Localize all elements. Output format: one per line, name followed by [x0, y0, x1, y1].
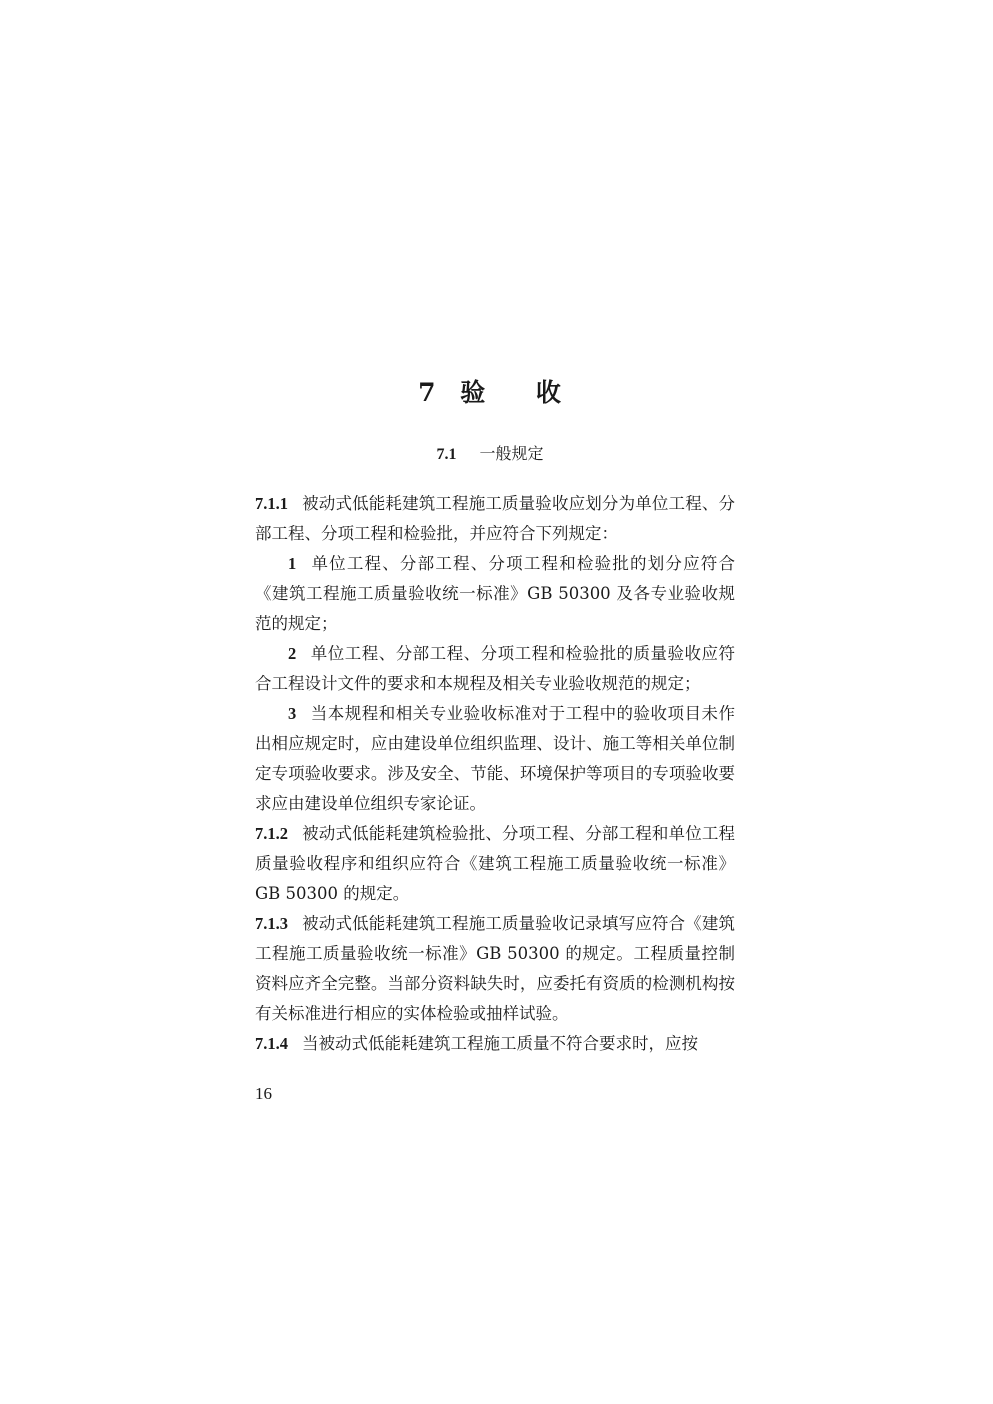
item-text: 当本规程和相关专业验收标准对于工程中的验收项目未作出相应规定时，应由建设单位组织监理、设计、施工等相关单位制定专项验收要求。涉及安全、节能、环境保护等项目的专项验收要求应由建设单位组织专家论证。: [255, 704, 735, 813]
chapter-number: 7: [418, 378, 437, 407]
chapter-title-part2: 收: [535, 378, 562, 407]
body-text: [255, 489, 735, 1059]
section-title: [0, 441, 980, 464]
clause-text: 被动式低能耗建筑工程施工质量验收应划分为单位工程、分部工程、分项工程和检验批，并应符合下列规定：: [255, 494, 735, 543]
item-paragraph: [255, 639, 735, 699]
item-number: 1: [288, 554, 297, 573]
section-title-text: 一般规定: [479, 444, 544, 463]
item-paragraph: [255, 699, 735, 819]
chapter-title-part1: 验: [460, 378, 487, 407]
item-paragraph: [255, 549, 735, 639]
clause-number: 7.1.3: [255, 914, 288, 933]
item-number: 3: [288, 704, 297, 723]
chapter-title: [0, 373, 980, 409]
clause-text: 被动式低能耗建筑工程施工质量验收记录填写应符合《建筑工程施工质量验收统一标准》GB 50300 的规定。工程质量控制资料应齐全完整。当部分资料缺失时，应委托有资质的检测机构按有关标准进行相应的实体检验或抽样试验。: [255, 914, 735, 1023]
clause-number: 7.1.2: [255, 824, 288, 843]
item-number: 2: [288, 644, 297, 663]
clause-paragraph: [255, 1029, 735, 1059]
clause-number: 7.1.4: [255, 1034, 288, 1053]
clause-text: 被动式低能耗建筑检验批、分项工程、分部工程和单位工程质量验收程序和组织应符合《建筑工程施工质量验收统一标准》GB 50300 的规定。: [255, 824, 735, 903]
section-number: 7.1: [436, 446, 457, 463]
clause-text: 当被动式低能耗建筑工程施工质量不符合要求时，应按: [302, 1034, 698, 1053]
clause-paragraph: [255, 489, 735, 549]
item-text: 单位工程、分部工程、分项工程和检验批的划分应符合《建筑工程施工质量验收统一标准》GB 50300 及各专业验收规范的规定；: [255, 554, 735, 633]
clause-paragraph: [255, 819, 735, 909]
clause-paragraph: [255, 909, 735, 1029]
item-text: 单位工程、分部工程、分项工程和检验批的质量验收应符合工程设计文件的要求和本规程及相关专业验收规范的规定；: [255, 644, 735, 693]
clause-number: 7.1.1: [255, 494, 288, 513]
page-number: 16: [255, 1084, 272, 1103]
